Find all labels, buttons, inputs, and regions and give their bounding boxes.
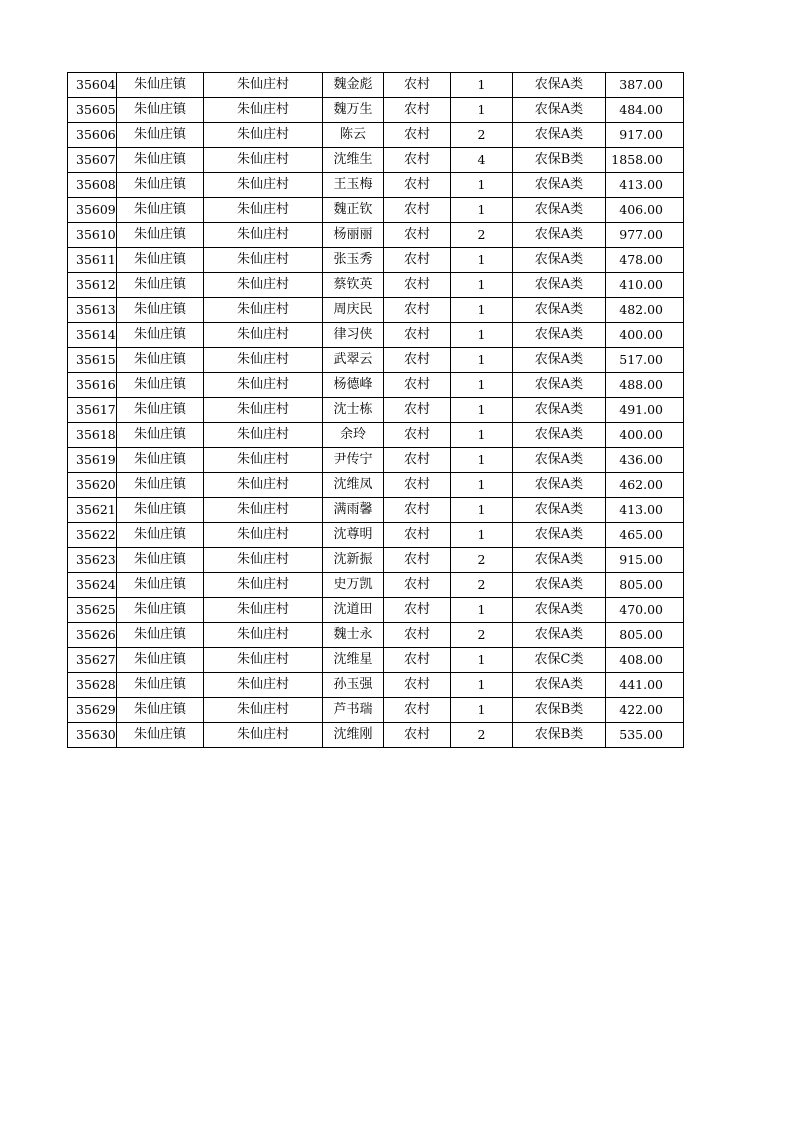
person-name-cell: 魏金彪 [323, 73, 384, 98]
person-name-cell: 满雨馨 [323, 498, 384, 523]
household-count-cell: 2 [451, 548, 513, 573]
town-cell: 朱仙庄镇 [117, 648, 204, 673]
village-cell: 朱仙庄村 [204, 448, 323, 473]
area-type-cell: 农村 [384, 698, 451, 723]
amount-cell: 436.00 [606, 448, 684, 473]
town-cell: 朱仙庄镇 [117, 248, 204, 273]
record-id-cell: 35611 [68, 248, 117, 273]
amount-cell: 482.00 [606, 298, 684, 323]
person-name-cell: 蔡钦英 [323, 273, 384, 298]
table-row [68, 623, 684, 648]
table-row [68, 373, 684, 398]
person-name-cell: 杨丽丽 [323, 223, 384, 248]
amount-cell: 491.00 [606, 398, 684, 423]
village-cell: 朱仙庄村 [204, 98, 323, 123]
table-row [68, 473, 684, 498]
person-name-cell: 沈维刚 [323, 723, 384, 748]
amount-cell: 470.00 [606, 598, 684, 623]
table-row [68, 98, 684, 123]
household-count-cell: 1 [451, 598, 513, 623]
person-name-cell: 沈士栋 [323, 398, 384, 423]
person-name-cell: 张玉秀 [323, 248, 384, 273]
insurance-category-cell: 农保B类 [513, 698, 606, 723]
area-type-cell: 农村 [384, 598, 451, 623]
table-row [68, 273, 684, 298]
table-row [68, 698, 684, 723]
village-cell: 朱仙庄村 [204, 698, 323, 723]
town-cell: 朱仙庄镇 [117, 548, 204, 573]
table-row [68, 648, 684, 673]
village-cell: 朱仙庄村 [204, 523, 323, 548]
town-cell: 朱仙庄镇 [117, 573, 204, 598]
household-count-cell: 1 [451, 673, 513, 698]
area-type-cell: 农村 [384, 173, 451, 198]
household-count-cell: 1 [451, 298, 513, 323]
person-name-cell: 王玉梅 [323, 173, 384, 198]
record-id-cell: 35627 [68, 648, 117, 673]
village-cell: 朱仙庄村 [204, 148, 323, 173]
amount-cell: 441.00 [606, 673, 684, 698]
record-id-cell: 35613 [68, 298, 117, 323]
village-cell: 朱仙庄村 [204, 323, 323, 348]
household-count-cell: 2 [451, 223, 513, 248]
village-cell: 朱仙庄村 [204, 398, 323, 423]
area-type-cell: 农村 [384, 573, 451, 598]
town-cell: 朱仙庄镇 [117, 148, 204, 173]
person-name-cell: 史万凯 [323, 573, 384, 598]
roster-body [68, 73, 684, 748]
amount-cell: 1858.00 [606, 148, 684, 173]
person-name-cell: 杨德峰 [323, 373, 384, 398]
person-name-cell: 律习侠 [323, 323, 384, 348]
record-id-cell: 35624 [68, 573, 117, 598]
insurance-category-cell: 农保A类 [513, 98, 606, 123]
table-row [68, 523, 684, 548]
person-name-cell: 余玲 [323, 423, 384, 448]
area-type-cell: 农村 [384, 548, 451, 573]
insurance-category-cell: 农保B类 [513, 723, 606, 748]
village-cell: 朱仙庄村 [204, 348, 323, 373]
record-id-cell: 35629 [68, 698, 117, 723]
village-cell: 朱仙庄村 [204, 173, 323, 198]
insurance-category-cell: 农保A类 [513, 673, 606, 698]
village-cell: 朱仙庄村 [204, 598, 323, 623]
table-row [68, 148, 684, 173]
area-type-cell: 农村 [384, 323, 451, 348]
village-cell: 朱仙庄村 [204, 648, 323, 673]
area-type-cell: 农村 [384, 623, 451, 648]
village-cell: 朱仙庄村 [204, 573, 323, 598]
area-type-cell: 农村 [384, 398, 451, 423]
table-row [68, 323, 684, 348]
person-name-cell: 陈云 [323, 123, 384, 148]
village-cell: 朱仙庄村 [204, 198, 323, 223]
household-count-cell: 1 [451, 698, 513, 723]
area-type-cell: 农村 [384, 298, 451, 323]
record-id-cell: 35610 [68, 223, 117, 248]
insurance-category-cell: 农保A类 [513, 548, 606, 573]
record-id-cell: 35605 [68, 98, 117, 123]
town-cell: 朱仙庄镇 [117, 98, 204, 123]
village-cell: 朱仙庄村 [204, 373, 323, 398]
table-row [68, 498, 684, 523]
town-cell: 朱仙庄镇 [117, 498, 204, 523]
record-id-cell: 35621 [68, 498, 117, 523]
record-id-cell: 35619 [68, 448, 117, 473]
amount-cell: 400.00 [606, 323, 684, 348]
insurance-category-cell: 农保A类 [513, 173, 606, 198]
record-id-cell: 35607 [68, 148, 117, 173]
record-id-cell: 35625 [68, 598, 117, 623]
table-row [68, 248, 684, 273]
record-id-cell: 35620 [68, 473, 117, 498]
record-id-cell: 35628 [68, 673, 117, 698]
insurance-category-cell: 农保A类 [513, 73, 606, 98]
town-cell: 朱仙庄镇 [117, 423, 204, 448]
village-cell: 朱仙庄村 [204, 723, 323, 748]
table-row [68, 573, 684, 598]
area-type-cell: 农村 [384, 98, 451, 123]
household-count-cell: 1 [451, 98, 513, 123]
record-id-cell: 35606 [68, 123, 117, 148]
person-name-cell: 芦书瑞 [323, 698, 384, 723]
town-cell: 朱仙庄镇 [117, 723, 204, 748]
household-count-cell: 1 [451, 373, 513, 398]
insurance-category-cell: 农保A类 [513, 273, 606, 298]
table-row [68, 173, 684, 198]
village-cell: 朱仙庄村 [204, 223, 323, 248]
insurance-category-cell: 农保A类 [513, 123, 606, 148]
table-row [68, 548, 684, 573]
town-cell: 朱仙庄镇 [117, 623, 204, 648]
record-id-cell: 35617 [68, 398, 117, 423]
household-count-cell: 1 [451, 323, 513, 348]
village-cell: 朱仙庄村 [204, 498, 323, 523]
insurance-category-cell: 农保B类 [513, 148, 606, 173]
insurance-category-cell: 农保A类 [513, 423, 606, 448]
village-cell: 朱仙庄村 [204, 673, 323, 698]
person-name-cell: 孙玉强 [323, 673, 384, 698]
roster-table [67, 72, 684, 748]
area-type-cell: 农村 [384, 373, 451, 398]
amount-cell: 917.00 [606, 123, 684, 148]
insurance-category-cell: 农保A类 [513, 623, 606, 648]
amount-cell: 977.00 [606, 223, 684, 248]
record-id-cell: 35630 [68, 723, 117, 748]
household-count-cell: 1 [451, 423, 513, 448]
insurance-category-cell: 农保A类 [513, 323, 606, 348]
insurance-category-cell: 农保A类 [513, 198, 606, 223]
town-cell: 朱仙庄镇 [117, 123, 204, 148]
person-name-cell: 沈道田 [323, 598, 384, 623]
town-cell: 朱仙庄镇 [117, 298, 204, 323]
insurance-category-cell: 农保A类 [513, 498, 606, 523]
amount-cell: 413.00 [606, 173, 684, 198]
area-type-cell: 农村 [384, 273, 451, 298]
household-count-cell: 1 [451, 173, 513, 198]
amount-cell: 517.00 [606, 348, 684, 373]
town-cell: 朱仙庄镇 [117, 398, 204, 423]
table-row [68, 123, 684, 148]
insurance-category-cell: 农保A类 [513, 573, 606, 598]
record-id-cell: 35622 [68, 523, 117, 548]
area-type-cell: 农村 [384, 498, 451, 523]
record-id-cell: 35618 [68, 423, 117, 448]
town-cell: 朱仙庄镇 [117, 348, 204, 373]
household-count-cell: 1 [451, 398, 513, 423]
household-count-cell: 2 [451, 123, 513, 148]
insurance-category-cell: 农保A类 [513, 348, 606, 373]
village-cell: 朱仙庄村 [204, 73, 323, 98]
insurance-category-cell: 农保A类 [513, 248, 606, 273]
household-count-cell: 1 [451, 648, 513, 673]
town-cell: 朱仙庄镇 [117, 273, 204, 298]
record-id-cell: 35608 [68, 173, 117, 198]
amount-cell: 387.00 [606, 73, 684, 98]
amount-cell: 400.00 [606, 423, 684, 448]
town-cell: 朱仙庄镇 [117, 198, 204, 223]
household-count-cell: 1 [451, 498, 513, 523]
person-name-cell: 魏士永 [323, 623, 384, 648]
table-row [68, 398, 684, 423]
amount-cell: 462.00 [606, 473, 684, 498]
person-name-cell: 沈维凤 [323, 473, 384, 498]
household-count-cell: 1 [451, 523, 513, 548]
table-row [68, 448, 684, 473]
person-name-cell: 魏正钦 [323, 198, 384, 223]
insurance-category-cell: 农保A类 [513, 523, 606, 548]
household-count-cell: 1 [451, 348, 513, 373]
area-type-cell: 农村 [384, 148, 451, 173]
area-type-cell: 农村 [384, 673, 451, 698]
table-row [68, 423, 684, 448]
record-id-cell: 35609 [68, 198, 117, 223]
amount-cell: 805.00 [606, 623, 684, 648]
insurance-category-cell: 农保A类 [513, 298, 606, 323]
village-cell: 朱仙庄村 [204, 423, 323, 448]
town-cell: 朱仙庄镇 [117, 523, 204, 548]
household-count-cell: 1 [451, 273, 513, 298]
person-name-cell: 周庆民 [323, 298, 384, 323]
insurance-category-cell: 农保A类 [513, 398, 606, 423]
record-id-cell: 35612 [68, 273, 117, 298]
insurance-category-cell: 农保A类 [513, 473, 606, 498]
household-count-cell: 1 [451, 248, 513, 273]
table-row [68, 598, 684, 623]
insurance-category-cell: 农保C类 [513, 648, 606, 673]
amount-cell: 805.00 [606, 573, 684, 598]
amount-cell: 406.00 [606, 198, 684, 223]
town-cell: 朱仙庄镇 [117, 448, 204, 473]
person-name-cell: 尹传宁 [323, 448, 384, 473]
record-id-cell: 35616 [68, 373, 117, 398]
area-type-cell: 农村 [384, 648, 451, 673]
table-row [68, 723, 684, 748]
town-cell: 朱仙庄镇 [117, 698, 204, 723]
table-row [68, 298, 684, 323]
person-name-cell: 沈维生 [323, 148, 384, 173]
amount-cell: 410.00 [606, 273, 684, 298]
record-id-cell: 35615 [68, 348, 117, 373]
town-cell: 朱仙庄镇 [117, 173, 204, 198]
person-name-cell: 沈维星 [323, 648, 384, 673]
area-type-cell: 农村 [384, 73, 451, 98]
village-cell: 朱仙庄村 [204, 623, 323, 648]
table-row [68, 673, 684, 698]
table-row [68, 73, 684, 98]
insurance-category-cell: 农保A类 [513, 373, 606, 398]
area-type-cell: 农村 [384, 198, 451, 223]
area-type-cell: 农村 [384, 723, 451, 748]
record-id-cell: 35614 [68, 323, 117, 348]
household-count-cell: 1 [451, 473, 513, 498]
amount-cell: 488.00 [606, 373, 684, 398]
person-name-cell: 沈新振 [323, 548, 384, 573]
household-count-cell: 1 [451, 73, 513, 98]
amount-cell: 408.00 [606, 648, 684, 673]
village-cell: 朱仙庄村 [204, 298, 323, 323]
village-cell: 朱仙庄村 [204, 123, 323, 148]
amount-cell: 465.00 [606, 523, 684, 548]
insurance-category-cell: 农保A类 [513, 448, 606, 473]
area-type-cell: 农村 [384, 348, 451, 373]
village-cell: 朱仙庄村 [204, 273, 323, 298]
record-id-cell: 35626 [68, 623, 117, 648]
table-row [68, 223, 684, 248]
town-cell: 朱仙庄镇 [117, 323, 204, 348]
area-type-cell: 农村 [384, 223, 451, 248]
household-count-cell: 2 [451, 573, 513, 598]
town-cell: 朱仙庄镇 [117, 73, 204, 98]
record-id-cell: 35604 [68, 73, 117, 98]
household-count-cell: 2 [451, 723, 513, 748]
amount-cell: 413.00 [606, 498, 684, 523]
town-cell: 朱仙庄镇 [117, 223, 204, 248]
village-cell: 朱仙庄村 [204, 548, 323, 573]
amount-cell: 484.00 [606, 98, 684, 123]
person-name-cell: 沈尊明 [323, 523, 384, 548]
amount-cell: 915.00 [606, 548, 684, 573]
insurance-category-cell: 农保A类 [513, 223, 606, 248]
area-type-cell: 农村 [384, 448, 451, 473]
amount-cell: 478.00 [606, 248, 684, 273]
amount-cell: 422.00 [606, 698, 684, 723]
area-type-cell: 农村 [384, 523, 451, 548]
household-count-cell: 1 [451, 198, 513, 223]
area-type-cell: 农村 [384, 473, 451, 498]
area-type-cell: 农村 [384, 423, 451, 448]
area-type-cell: 农村 [384, 123, 451, 148]
household-count-cell: 2 [451, 623, 513, 648]
village-cell: 朱仙庄村 [204, 473, 323, 498]
record-id-cell: 35623 [68, 548, 117, 573]
town-cell: 朱仙庄镇 [117, 673, 204, 698]
area-type-cell: 农村 [384, 248, 451, 273]
town-cell: 朱仙庄镇 [117, 373, 204, 398]
table-row [68, 348, 684, 373]
town-cell: 朱仙庄镇 [117, 598, 204, 623]
household-count-cell: 1 [451, 448, 513, 473]
person-name-cell: 武翠云 [323, 348, 384, 373]
household-count-cell: 4 [451, 148, 513, 173]
village-cell: 朱仙庄村 [204, 248, 323, 273]
amount-cell: 535.00 [606, 723, 684, 748]
town-cell: 朱仙庄镇 [117, 473, 204, 498]
table-row [68, 198, 684, 223]
person-name-cell: 魏万生 [323, 98, 384, 123]
insurance-category-cell: 农保A类 [513, 598, 606, 623]
